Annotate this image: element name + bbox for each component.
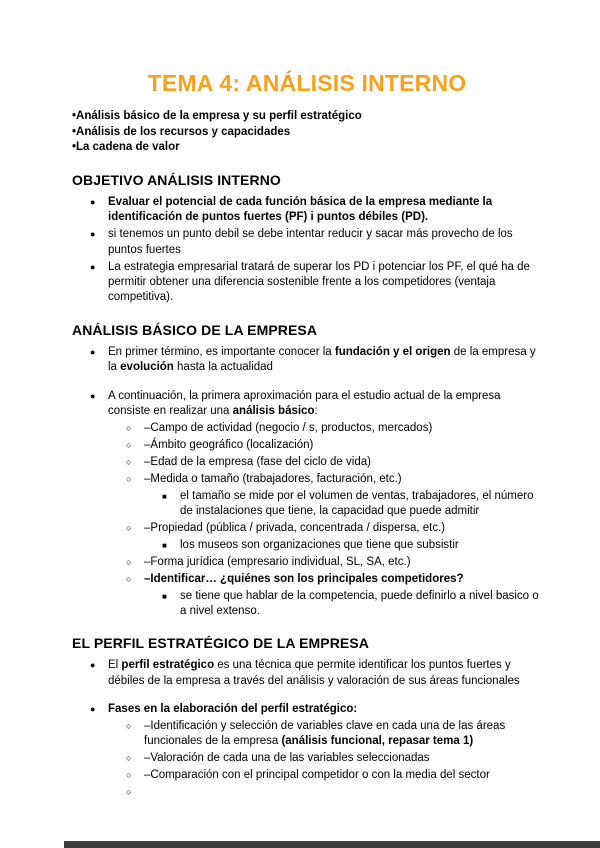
bullet-marker: ○ (126, 787, 132, 798)
list-item (126, 472, 542, 487)
bullet-marker: ■ (162, 540, 167, 550)
list-item (90, 389, 542, 420)
section-heading: ANÁLISIS BÁSICO DE LA EMPRESA (72, 321, 318, 338)
text-segment: : (314, 405, 318, 418)
bullet-marker: ○ (126, 770, 132, 781)
text-segment: –Identificación y selección de variables clave en cada una de las áreas funcionales de la empresa (144, 720, 506, 748)
text-segment: A continuación, la primera aproximación para el estudio actual de la empresa consiste en realizar una (108, 389, 501, 418)
list-item (126, 438, 542, 453)
list-item-text (180, 538, 542, 553)
bullet-marker: • (72, 125, 77, 138)
list-item (126, 768, 542, 783)
list-item-text (144, 472, 542, 487)
document-title: TEMA 4: ANÁLISIS INTERNO (147, 70, 467, 96)
text-segment: –Ámbito geográfico (localización) (144, 438, 314, 451)
list-item-text (108, 345, 542, 376)
section-heading: EL PERFIL ESTRATÉGICO DE LA EMPRESA (72, 635, 370, 652)
bullet-marker: ○ (126, 422, 132, 433)
bullet-marker: ● (90, 261, 96, 272)
list-item-text (144, 521, 542, 536)
list-item-text (108, 260, 542, 306)
list-item-text (144, 572, 542, 587)
text-segment: –Identificar… ¿quiénes son los principales competidores? (144, 572, 464, 585)
text-segment: –Comparación con el principal competidor o con la media del sector (144, 769, 490, 782)
list-item (126, 421, 542, 436)
section-heading: OBJETIVO ANÁLISIS INTERNO (72, 171, 281, 188)
bullet-marker: ○ (126, 456, 132, 467)
text-segment: el tamaño se mide por el volumen de ventas, trabajadores, el número de instalaciones que tiene, la capacidad que puede admitir (180, 489, 534, 517)
text-segment: Fases en la elaboración del perfil estratégico: (108, 703, 358, 716)
text-segment: Análisis básico de la empresa y su perfil estratégico (76, 110, 362, 123)
list-item-text (108, 389, 542, 420)
bullet-marker: ■ (162, 591, 167, 601)
bullet-marker: ○ (126, 439, 132, 450)
list-item-text (144, 719, 542, 750)
list-item (90, 260, 542, 306)
list-item-text (180, 589, 542, 620)
bullet-marker: ○ (126, 721, 132, 732)
text-segment: –Valoración de cada una de las variables seleccionadas (144, 752, 430, 765)
text-segment: se tiene que hablar de la competencia, puede definirlo a nivel basico o a nivel extenso. (180, 589, 539, 617)
bullet-marker: ● (90, 704, 96, 715)
list-item-text (144, 785, 542, 800)
text-segment: los museos son organizaciones que tiene que subsistir (180, 538, 459, 551)
list-item-text (108, 227, 542, 258)
list-item-text (144, 751, 542, 766)
list-item (90, 195, 542, 226)
bullet-marker: • (72, 141, 77, 154)
list-item-text (108, 702, 542, 717)
bullet-marker: ● (90, 390, 96, 401)
text-segment: fundación y el origen (334, 345, 451, 358)
text-segment: –Forma jurídica (empresario individual, SL, SA, etc.) (144, 555, 411, 568)
list-item-text (108, 195, 542, 226)
list-item (126, 555, 542, 570)
bullet-marker: ● (90, 229, 96, 240)
text-segment: perfil estratégico (121, 659, 215, 672)
bullet-marker: ● (90, 196, 96, 207)
list-item-text (144, 438, 542, 453)
text-segment: hasta la actualidad (173, 361, 273, 374)
list-item (126, 719, 542, 750)
list-item-text (180, 489, 542, 520)
text-segment: La cadena de valor (76, 141, 180, 154)
text-segment: La estrategia empresarial tratará de superar los PD i potenciar los PF, el qué ha de permitir obtener una diferencia sostenible frente a los competidores (ventaja competitiva). (108, 260, 530, 304)
bullet-marker: • (72, 110, 77, 123)
list-item-text (144, 555, 542, 570)
list-item (90, 658, 542, 689)
text-segment: de la empresa y la (108, 345, 536, 374)
bullet-marker: ■ (162, 491, 167, 501)
text-segment: –Propiedad (pública / privada, concentrada / dispersa, etc.) (144, 521, 446, 534)
document-body (72, 109, 542, 800)
bullet-marker: ○ (126, 573, 132, 584)
list-item (126, 572, 542, 587)
list-item (162, 589, 542, 620)
list-item (126, 521, 542, 536)
bullet-marker: ○ (126, 522, 132, 533)
intro-list-item (72, 125, 542, 141)
bullet-marker: ○ (126, 556, 132, 567)
next-page-edge (64, 841, 600, 848)
text-segment: análisis básico (232, 405, 315, 418)
list-item (162, 489, 542, 520)
list-item-text (144, 421, 542, 436)
text-segment: –Campo de actividad (negocio / s, productos, mercados) (144, 421, 433, 434)
list-item (126, 751, 542, 766)
text-segment: Análisis de los recursos y capacidades (76, 125, 291, 138)
list-item (90, 702, 542, 717)
bullet-marker: ● (90, 660, 96, 671)
intro-list-item (72, 109, 542, 125)
list-item-text (144, 455, 542, 470)
text-segment: evolución (120, 361, 174, 374)
list-item-text (108, 658, 542, 689)
text-segment: Evaluar el potencial de cada función básica de la empresa mediante la identificación de puntos fuertes (PF) i puntos débiles (PD). (108, 195, 493, 224)
list-item (126, 785, 542, 800)
bullet-marker: ● (90, 346, 96, 357)
text-segment: El (108, 659, 122, 672)
list-item (162, 538, 542, 553)
text-segment: es una técnica que permite identificar los puntos fuertes y débiles de la empresa a través del análisis y valoración de sus áreas funcionales (108, 659, 520, 687)
list-item-text (144, 768, 542, 783)
text-segment: (análisis funcional, repasar tema 1) (281, 735, 474, 748)
list-item (90, 345, 542, 376)
bullet-marker: ○ (126, 473, 132, 484)
text-segment: si tenemos un punto debil se debe intentar reducir y sacar más provecho de los puntos fuertes (108, 228, 513, 256)
intro-list-item (72, 140, 542, 156)
text-segment: –Medida o tamaño (trabajadores, facturación, etc.) (144, 472, 402, 485)
list-item (126, 455, 542, 470)
list-item (90, 227, 542, 258)
text-segment: –Edad de la empresa (fase del ciclo de vida) (144, 455, 371, 468)
text-segment: En primer término, es importante conocer la (108, 345, 335, 358)
bullet-marker: ○ (126, 753, 132, 764)
